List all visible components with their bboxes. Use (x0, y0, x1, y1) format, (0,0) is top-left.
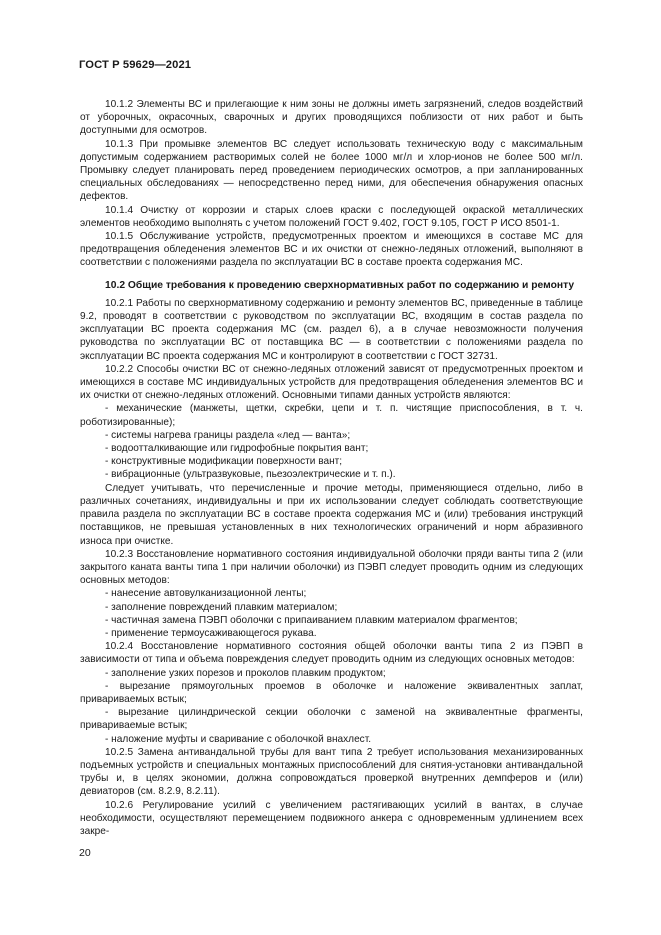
paragraph-10-2-3: 10.2.3 Восстановление нормативного состояния индивидуальной оболочки пряди ванты типа 2 (или закрытого каната ванты типа 1 при наличии оболочки) из ПЭВП следует проводить одним из следующих основных методов: (80, 548, 583, 587)
paragraph-10-2-4: 10.2.4 Восстановление нормативного состояния общей оболочки ванты типа 2 из ПЭВП в зависимости от типа и объема повреждения следует проводить одним из следующих основных методов: (80, 641, 583, 666)
document-id-header: ГОСТ Р 59629—2021 (79, 59, 192, 71)
paragraph-10-1-2: 10.1.2 Элементы ВС и прилегающие к ним зоны не должны иметь загрязнений, следов воздействий от уборочных, окрасочных, сварочных и других проводящихся поблизости от них работ и быть доступными для осмотров. (80, 99, 583, 137)
list-item: - конструктивные модификации поверхности вант; (105, 456, 343, 468)
page-number: 20 (79, 847, 91, 859)
section-heading-10-2: 10.2 Общие требования к проведению сверхнормативных работ по содержанию и ремонту (105, 279, 575, 291)
list-item: - заполнение узких порезов и проколов плавким продуктом; (105, 667, 386, 679)
list-item: - вырезание цилиндрической секции оболочки с заменой на эквивалентные фрагменты, привариваемые встык; (80, 707, 583, 732)
paragraph-10-2-1: 10.2.1 Работы по сверхнормативному содержанию и ремонту элементов ВС, приведенные в таблице 9.2, проводят в соответствии с руководством по эксплуатации ВС, входящим в состав раздела по эксплуатации ВС проекта содержания МС (см. раздел 6), а в случае невозможности получения руководства по эксплуатации ВС от поставщика ВС — в соответствии с положениями раздела по эксплуатации ВС проекта содержания МС и контролируют в соответствии с ГОСТ 32731. (80, 297, 583, 362)
list-item: - частичная замена ПЭВП оболочки с припаиванием плавким материалом фрагментов; (105, 614, 518, 626)
list-item: - механические (манжеты, щетки, скребки, цепи и т. п. чистящие приспособления, в т. ч. роботизированные); (80, 403, 583, 428)
list-item: - водоотталкивающие или гидрофобные покрытия вант; (105, 443, 369, 455)
paragraph-10-1-3: 10.1.3 При промывке элементов ВС следует использовать техническую воду с максимальным допустимым содержанием растворимых солей не более 1000 мг/л и хлор-ионов не более 500 мг/л. Промывку следует планировать перед проведением периодических осмотров, а при запланированных специальных обследованиях — непосредственно перед ними, для обеспечения обнаружения опасных дефектов. (80, 138, 583, 203)
list-item: - наложение муфты и сваривание с оболочкой внахлест. (105, 733, 372, 745)
list-item: - заполнение повреждений плавким материалом; (105, 601, 338, 613)
paragraph-10-2-2: 10.2.2 Способы очистки ВС от снежно-ледяных отложений зависят от предусмотренных проектом и имеющихся в составе МС индивидуальных устройств для предотвращения обледенения элементов ВС и их очистки от снежно-ледяных отложений. Основными типами данных устройств являются: (80, 363, 583, 402)
paragraph-10-2-6: 10.2.6 Регулирование усилий с увеличением растягивающих усилий в вантах, в случае необходимости, осуществляют перемещением подвижного анкера с одновременным удлинением всех закре- (80, 799, 583, 837)
paragraph-note: Следует учитывать, что перечисленные и прочие методы, применяющиеся отдельно, либо в различных сочетаниях, индивидуальны и при их использовании следует соблюдать соответствующие правила раздела по эксплуатации ВС в составе проекта содержания МС и (или) требования инструкций поставщиков, не превышая установленных в них технологических ограничений и норм абразивного износа при очистке. (80, 482, 583, 547)
paragraph-10-1-5: 10.1.5 Обслуживание устройств, предусмотренных проектом и имеющихся в составе МС для предотвращения обледенения элементов ВС и их очистки от снежно-ледяных отложений, выполняют в соответствии с положениями раздела по эксплуатации ВС в составе проекта содержания МС. (80, 231, 583, 269)
paragraph-10-1-4: 10.1.4 Очистку от коррозии и старых слоев краски с последующей окраской металлических элементов необходимо выполнять с учетом положений ГОСТ 9.402, ГОСТ 9.105, ГОСТ Р ИСО 8501-1. (80, 204, 583, 229)
page-body (80, 98, 583, 838)
list-item: - системы нагрева границы раздела «лед — ванта»; (105, 429, 351, 441)
paragraph-10-2-5: 10.2.5 Замена антивандальной трубы для вант типа 2 требует использования механизированных подъемных устройств и специальных монтажных приспособлений для снятия-установки антивандальной трубы и, в целях экономии, должна сопровождаться проверкой внутренних демпферов и (или) девиаторов (см. 8.2.9, 8.2.11). (80, 746, 583, 798)
list-item: - вибрационные (ультразвуковые, пьезоэлектрические и т. п.). (105, 469, 396, 481)
list-item: - нанесение автовулканизационной ленты; (105, 588, 307, 600)
list-item: - вырезание прямоугольных проемов в оболочке и наложение эквивалентных заплат, привариваемых встык; (80, 680, 583, 705)
list-item: - применение термоусаживающегося рукава. (105, 627, 317, 639)
